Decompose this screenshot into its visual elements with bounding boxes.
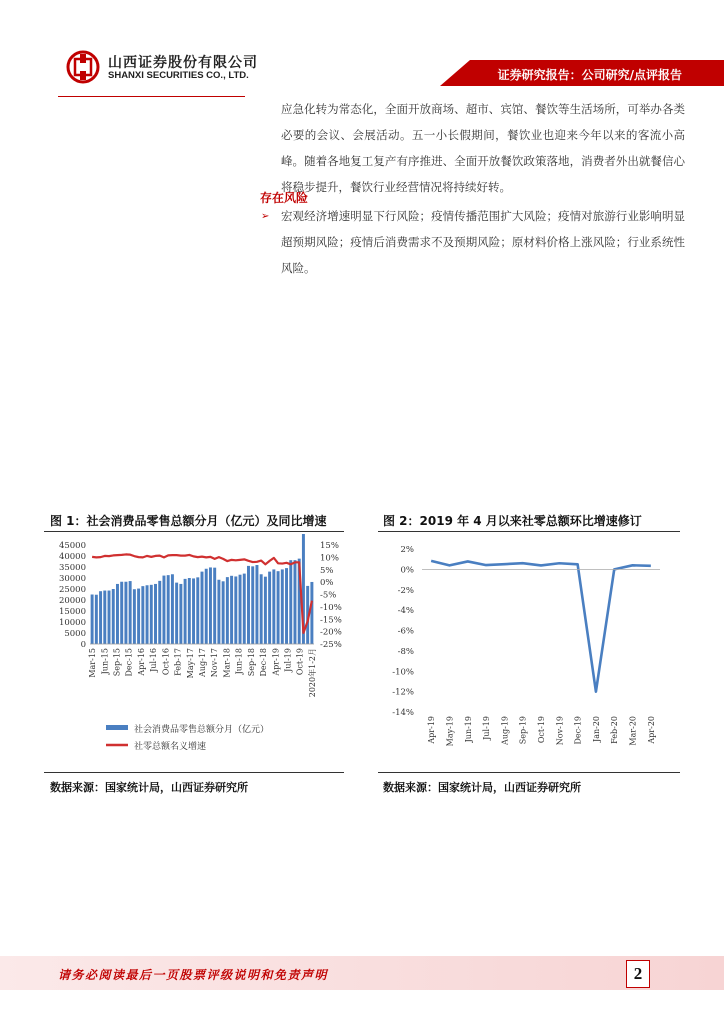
x-tick-label: Jan-20 xyxy=(591,716,601,743)
y-right-tick-label: -5% xyxy=(320,590,337,601)
bar xyxy=(116,584,119,644)
x-tick-label: Dec-19 xyxy=(573,716,583,745)
y-right-tick-label: -20% xyxy=(320,627,342,638)
y-tick-label: -4% xyxy=(397,606,414,617)
x-tick-label: Sep-15 xyxy=(112,648,122,677)
y-left-tick-label: 10000 xyxy=(58,618,86,628)
header-divider xyxy=(58,96,245,97)
legend-bar-label: 社会消费品零售总额分月（亿元） xyxy=(134,725,270,735)
bar xyxy=(124,582,127,644)
x-tick-label: Jul-19 xyxy=(283,648,293,672)
y-tick-label: -8% xyxy=(397,646,414,657)
bar xyxy=(184,579,187,644)
risk-paragraph: 宏观经济增速明显下行风险；疫情传播范围扩大风险；疫情对旅游行业影响明显超预期风险；疫情后消费需求不及预期风险；原材料价格上涨风险；行业系统性风险。 xyxy=(281,209,685,275)
figure2-title: 图 2：2019 年 4 月以来社零总额环比增速修订 xyxy=(383,514,642,528)
bar xyxy=(272,569,275,644)
bar xyxy=(294,560,297,644)
x-tick-label: May-17 xyxy=(185,648,195,679)
bar xyxy=(162,576,165,644)
bar xyxy=(154,584,157,644)
bullet-arrow-icon: ➢ xyxy=(261,211,270,222)
y-right-tick-label: -10% xyxy=(320,602,342,613)
bar xyxy=(196,577,199,644)
bar xyxy=(179,584,182,644)
x-tick-label: Mar-15 xyxy=(88,648,98,678)
figure1-x-axis xyxy=(88,644,317,697)
bar xyxy=(310,582,313,644)
legend-bar-swatch xyxy=(106,725,128,730)
y-left-tick-label: 40000 xyxy=(58,552,86,562)
bar xyxy=(171,574,174,644)
figure2-bottom-rule xyxy=(378,772,680,773)
bar xyxy=(217,580,220,644)
company-name-en: SHANXI SECURITIES CO., LTD. xyxy=(108,70,249,81)
y-left-tick-label: 35000 xyxy=(58,563,86,573)
x-tick-label: Sep-19 xyxy=(518,716,528,745)
risk-section-title: 存在风险 xyxy=(260,191,309,205)
x-tick-label: Aug-19 xyxy=(500,716,510,745)
bar xyxy=(281,569,284,644)
bar xyxy=(112,589,115,644)
bar xyxy=(95,595,98,644)
figure1-bars xyxy=(91,534,314,644)
bar xyxy=(277,571,280,644)
bar xyxy=(234,576,237,644)
y-tick-label: -12% xyxy=(392,687,414,698)
body-paragraph: 应急化转为常态化，全面开放商场、超市、宾馆、餐饮等生活场所，可举办各类必要的会议、会展活动。五一小长假期间，餐饮业也迎来今年以来的客流小高峰。随着各地复工复产有序推进、全面开放餐饮政策落地，消费者外出就餐信心将稳步提升，餐饮行业经营情况将持续好转。 xyxy=(281,102,685,194)
y-right-tick-label: 0% xyxy=(320,578,334,589)
x-tick-label: Jun-18 xyxy=(234,648,244,675)
bar xyxy=(133,589,136,644)
bar xyxy=(289,560,292,644)
bar xyxy=(99,591,102,644)
bar xyxy=(205,569,208,644)
x-tick-label: Nov-19 xyxy=(555,716,565,746)
figure2-chart xyxy=(378,534,680,770)
y-left-tick-label: 30000 xyxy=(58,574,86,584)
company-name-cn: 山西证券股份有限公司 xyxy=(108,55,258,71)
x-tick-label: Dec-18 xyxy=(259,648,268,677)
bar xyxy=(264,577,267,644)
x-tick-label: Feb-17 xyxy=(173,648,183,676)
y-tick-label: 2% xyxy=(400,545,414,555)
y-right-tick-label: 5% xyxy=(320,565,334,576)
bar xyxy=(243,574,246,644)
x-tick-label: Mar-18 xyxy=(222,648,232,678)
bar xyxy=(268,572,271,644)
page-number: 2 xyxy=(626,960,650,988)
y-left-tick-label: 15000 xyxy=(58,607,86,617)
bar xyxy=(285,568,288,644)
bar xyxy=(103,591,106,644)
figure1-title: 图 1：社会消费品零售总额分月（亿元）及同比增速 xyxy=(50,514,327,528)
x-tick-label: Dec-15 xyxy=(124,648,134,677)
y-left-tick-label: 5000 xyxy=(64,629,86,639)
figure1-left-axis xyxy=(59,541,86,650)
bar xyxy=(137,589,140,644)
bar xyxy=(141,586,144,644)
bar xyxy=(146,585,149,644)
footer-disclaimer: 请务必阅读最后一页股票评级说明和免责声明 xyxy=(58,968,329,982)
bar xyxy=(188,578,191,644)
x-tick-label: Feb-20 xyxy=(610,716,620,744)
bar xyxy=(247,566,250,644)
figure1-chart xyxy=(44,534,344,770)
bar xyxy=(226,577,229,644)
x-tick-label: Oct-19 xyxy=(295,648,305,676)
y-left-tick-label: 45000 xyxy=(58,541,86,551)
x-tick-label: Oct-16 xyxy=(161,648,171,676)
x-tick-label: Jul-16 xyxy=(149,648,159,672)
y-tick-label: -6% xyxy=(397,626,414,637)
bar xyxy=(120,582,123,644)
bar xyxy=(91,595,94,645)
y-tick-label: 0% xyxy=(400,565,414,576)
x-tick-label: Oct-19 xyxy=(537,716,546,744)
bar xyxy=(158,581,161,644)
y-tick-label: -14% xyxy=(392,708,414,718)
bar xyxy=(260,574,263,644)
x-tick-label: Sep-18 xyxy=(246,648,256,677)
x-tick-label: Apr-19 xyxy=(271,648,281,676)
bar xyxy=(230,576,233,644)
bar xyxy=(150,585,153,644)
x-tick-label: 2020年1-2月 xyxy=(307,648,317,698)
y-right-tick-label: 15% xyxy=(320,541,339,551)
figure2-top-rule xyxy=(378,531,680,532)
figure2-source: 数据来源：国家统计局，山西证券研究所 xyxy=(383,781,581,794)
bar xyxy=(239,575,242,644)
y-tick-label: -2% xyxy=(397,585,414,596)
bar xyxy=(175,583,178,644)
x-tick-label: Mar-20 xyxy=(628,716,638,746)
bar xyxy=(222,581,225,644)
bar xyxy=(108,591,111,644)
bar xyxy=(129,581,132,644)
mom-growth-line xyxy=(431,561,651,692)
legend-line-label: 社零总额名义增速 xyxy=(134,742,207,752)
report-type: 证券研究报告：公司研究/点评报告 xyxy=(497,68,682,82)
figure1-bottom-rule xyxy=(44,772,344,773)
bar xyxy=(201,572,204,644)
x-tick-label: May-19 xyxy=(445,716,455,747)
x-tick-label: Jun-15 xyxy=(100,648,110,675)
y-left-tick-label: 25000 xyxy=(58,585,86,595)
bar xyxy=(167,575,170,644)
x-tick-label: Nov-17 xyxy=(210,648,220,678)
y-left-tick-label: 0 xyxy=(80,640,86,650)
y-left-tick-label: 20000 xyxy=(58,596,86,606)
y-right-tick-label: -25% xyxy=(320,640,342,650)
bar xyxy=(255,565,258,644)
bar xyxy=(251,566,254,644)
x-tick-label: Aug-17 xyxy=(198,648,207,677)
figure2-x-axis xyxy=(422,569,660,746)
figure1-top-rule xyxy=(44,531,344,532)
x-tick-label: Jul-19 xyxy=(482,716,492,740)
bar xyxy=(192,578,195,644)
x-tick-label: Apr-19 xyxy=(427,716,437,744)
y-tick-label: -10% xyxy=(392,667,414,678)
x-tick-label: Apr-16 xyxy=(137,648,146,676)
bar xyxy=(209,567,212,644)
bar xyxy=(213,568,216,644)
x-tick-label: Apr-20 xyxy=(646,716,656,744)
figure1-right-axis xyxy=(320,541,342,650)
y-right-tick-label: 10% xyxy=(320,553,339,564)
figure2-y-axis xyxy=(392,545,414,718)
company-logo xyxy=(66,50,100,84)
x-tick-label: Jun-19 xyxy=(463,716,473,743)
figure2-line xyxy=(431,561,651,692)
y-right-tick-label: -15% xyxy=(320,615,342,626)
figure1-source: 数据来源：国家统计局，山西证券研究所 xyxy=(50,781,248,794)
